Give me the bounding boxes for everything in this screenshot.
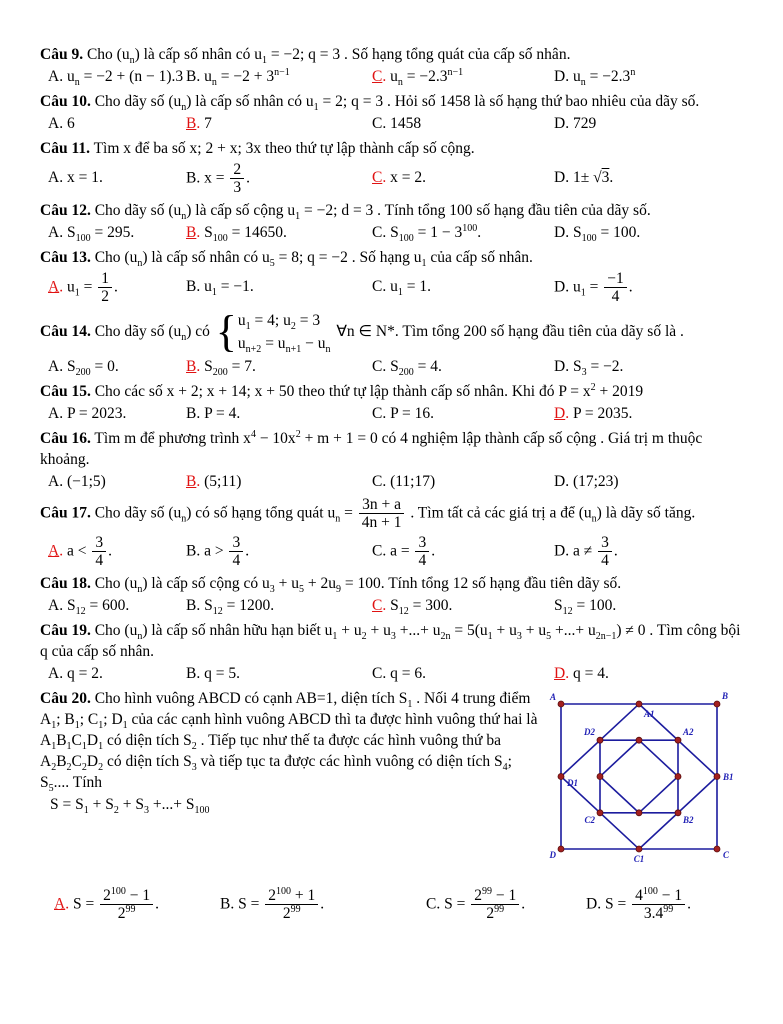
question-15-body: Câu 15. Cho các số x + 2; x + 14; x + 50 theo thứ tự lập thành cấp số nhân. Khi đó $P = x^2 + 2019$: [40, 381, 644, 401]
figure-point-M3: [636, 809, 642, 815]
option-letter: D.: [554, 358, 570, 376]
question-18-label: Câu 18.: [40, 574, 91, 592]
option-letter: B.: [186, 278, 201, 296]
option-letter: D.: [554, 223, 570, 241]
question-20-formula: $S = S_1 + S_2 + S_3$ +...+ $S_{100}$: [50, 796, 210, 817]
option-letter: C.: [372, 542, 387, 560]
option-19-A[interactable]: A. q = 2.: [48, 664, 103, 682]
figure-point-A2: [675, 737, 681, 743]
correct-answer-mark: B.: [186, 358, 201, 376]
option-letter: A.: [48, 115, 64, 133]
option-letter: B.: [186, 169, 201, 187]
option-15-C[interactable]: C. P = 16.: [372, 405, 435, 423]
option-9-C[interactable]: C. $u_n = -2.3^{n-1}$: [372, 66, 464, 89]
option-17-A[interactable]: A. a < $\frac{3}{4}$ .: [48, 533, 112, 570]
figure-label-D1: D1: [567, 777, 578, 788]
option-letter: B.: [186, 596, 201, 614]
option-letter: B.: [186, 542, 201, 560]
figure-label-D: D: [549, 849, 556, 860]
correct-answer-mark: B.: [186, 473, 201, 491]
figure-point-M1: [636, 737, 642, 743]
option-13-D[interactable]: D. $u_1$ = $\frac{-1}{4}$ .: [554, 269, 633, 306]
option-18-blank[interactable]: $S_{12} = 100$.: [554, 596, 617, 617]
question-12-label: Câu 12.: [40, 201, 91, 219]
question-20: [40, 688, 743, 923]
option-letter: D.: [554, 68, 570, 86]
option-18-B[interactable]: B. $S_{12} = 1200$.: [186, 596, 275, 617]
figure-point-A1: [636, 701, 642, 707]
correct-answer-mark: D.: [554, 664, 570, 682]
option-13-B[interactable]: B. $u_1 = -1$.: [186, 278, 254, 299]
correct-answer-mark: D.: [554, 405, 570, 423]
option-16-C[interactable]: C. (11;17): [372, 473, 436, 491]
option-18-A[interactable]: A. $S_{12} = 600$.: [48, 596, 130, 617]
option-letter: C.: [372, 223, 387, 241]
option-letter: B.: [220, 895, 235, 913]
question-9-options: [40, 67, 743, 88]
option-9-D[interactable]: D. $u_n = -2.3^n$: [554, 66, 636, 89]
option-14-A[interactable]: A. $S_{200} = 0$.: [48, 358, 119, 379]
figure-point-C2: [597, 809, 603, 815]
option-letter: A.: [48, 358, 64, 376]
question-12-options: [40, 223, 743, 244]
question-18-options: [40, 596, 743, 617]
figure-label-A2: A2: [683, 726, 694, 737]
figure-square-2: [561, 704, 717, 849]
question-10: [40, 91, 743, 135]
option-12-A[interactable]: A. $S_{100} = 295$.: [48, 223, 135, 244]
option-17-D[interactable]: D. a ≠ $\frac{3}{4}$ .: [554, 533, 618, 570]
question-11: [40, 138, 743, 197]
figure-point-C: [714, 846, 720, 852]
figure-label-D2: D2: [584, 726, 595, 737]
figure-point-A: [558, 701, 564, 707]
option-letter: C.: [372, 358, 387, 376]
question-20-label: Câu 20.: [40, 689, 91, 707]
correct-answer-mark: A.: [48, 542, 64, 560]
correct-answer-mark: C.: [372, 68, 387, 86]
question-16-options: [40, 472, 743, 493]
question-11-body: Câu 11. Tìm x để ba số x; 2 + x; 3x theo thứ tự lập thành cấp số cộng.: [40, 140, 475, 157]
option-letter: D.: [554, 542, 570, 560]
question-13: [40, 247, 743, 306]
option-letter: D.: [554, 278, 570, 296]
option-letter: D.: [586, 895, 602, 913]
option-letter: D.: [554, 473, 570, 491]
figure-point-M4: [597, 773, 603, 779]
question-17: [40, 496, 743, 569]
figure-point-B: [714, 701, 720, 707]
correct-answer-mark: C.: [372, 169, 387, 187]
option-19-D[interactable]: D. q = 4.: [554, 664, 609, 682]
question-15: [40, 381, 743, 425]
question-18-body: Câu 18. Cho $(u_n)$ là cấp số cộng có $u_3 + u_5 + 2u_9 = 100$. Tính tổng 12 số hạng đầu tiên dãy số.: [40, 574, 622, 595]
question-10-body: Câu 10. Cho dãy số $(u_n)$ là cấp số nhân có $u_1 = 2$; q = 3 . Hỏi số 1458 là số hạng thứ bao nhiêu của dãy số.: [40, 93, 700, 114]
figure-point-D1: [558, 773, 564, 779]
figure-svg: [547, 690, 743, 866]
figure-label-C2: C2: [584, 814, 595, 825]
question-20-options: [40, 873, 743, 923]
option-letter: C.: [372, 405, 387, 423]
question-19-body: Câu 19. Cho $(u_n)$ là cấp số nhân hữu hạn biết $u_1 + u_2 + u_3$ +...+ $u_{2n} = 5(u_1 + u_3 + u_5$ +...+ $u_{2n-1}) \ne 0$ . Tìm công bội q của cấp số nhân.: [40, 621, 741, 660]
question-14: [40, 309, 743, 378]
option-11-A[interactable]: A. x = 1.: [48, 169, 103, 187]
figure-label-B2: B2: [683, 814, 694, 825]
option-15-D[interactable]: D. P = 2035.: [554, 405, 633, 423]
question-12-body: Câu 12. Cho dãy số $(u_n)$ là cấp số cộng $u_1 = -2$; d = 3 . Tính tổng 100 số hạng đầu tiên của dãy số.: [40, 201, 651, 222]
option-letter: A.: [48, 405, 64, 423]
question-17-body: Câu 17. Cho dãy số $(u_n)$ có số hạng tổng quát $u_n$ = $\frac{3n + a}{4n + 1}$ . Tìm tất cả các giá trị a để $(u_n)$ là dãy số tăng.: [40, 496, 696, 532]
question-16-label: Câu 16.: [40, 430, 91, 448]
figure-label-B: B: [722, 690, 729, 701]
question-10-label: Câu 10.: [40, 93, 91, 110]
option-letter: C.: [372, 664, 387, 682]
option-14-B[interactable]: B. $S_{200} = 7$.: [186, 358, 256, 379]
option-18-C[interactable]: C. $S_{12} = 300$.: [372, 596, 453, 617]
option-12-B[interactable]: B. $S_{100} = 14650$.: [186, 223, 287, 244]
question-11-options: [40, 161, 743, 197]
option-13-C[interactable]: C. $u_1 = 1$.: [372, 278, 431, 299]
option-16-A[interactable]: A. (−1;5): [48, 473, 106, 491]
option-14-D[interactable]: D. $S_3 = -2$.: [554, 358, 624, 379]
option-letter: A.: [48, 169, 64, 187]
questions: [40, 44, 743, 922]
option-10-A[interactable]: A. 6: [48, 115, 75, 133]
option-9-A[interactable]: A. $u_n = -2 + (n - 1).3$: [48, 68, 184, 89]
figure-point-B2: [675, 809, 681, 815]
question-13-body: Câu 13. Cho $(u_n)$ là cấp số nhân có $u_5 = 8$; q = −2 . Số hạng $u_1$ của cấp số nhân.: [40, 248, 533, 269]
question-17-options: [40, 534, 743, 570]
option-letter: A.: [48, 68, 64, 86]
question-19-label: Câu 19.: [40, 621, 91, 639]
option-10-B[interactable]: B. 7: [186, 115, 212, 133]
question-14-label: Câu 14.: [40, 322, 91, 340]
question-15-label: Câu 15.: [40, 383, 91, 401]
option-15-B[interactable]: B. P = 4.: [186, 405, 241, 423]
question-9: [40, 44, 743, 88]
figure-point-D: [558, 846, 564, 852]
correct-answer-mark: A.: [54, 895, 70, 913]
option-12-D[interactable]: D. $S_{100} = 100$.: [554, 223, 641, 244]
question-14-body: Câu 14. Cho dãy số $(u_n)$ có { $u_1 = 4$; $u_2 = 3$ $u_{n+2} = u_{n+1} - u_n$ ∀n ∈ N*. Tìm tổng 200 số hạng đầu tiên của dãy số là .: [40, 307, 684, 357]
option-15-A[interactable]: A. P = 2023.: [48, 405, 127, 423]
option-20-A[interactable]: A. S = $\frac{2^{100} - 1}{2^{99}}$ .: [54, 885, 159, 922]
option-11-C[interactable]: C. x = 2.: [372, 169, 426, 187]
figure-point-C1: [636, 846, 642, 852]
option-10-D[interactable]: D. 729: [554, 115, 597, 133]
question-12: [40, 200, 743, 244]
option-letter: C.: [372, 473, 387, 491]
option-letter: D.: [554, 115, 570, 133]
question-18: [40, 573, 743, 617]
option-letter: C.: [426, 895, 441, 913]
question-20-body: Câu 20. Cho hình vuông ABCD có cạnh AB=1, diện tích $S_1$ . Nối 4 trung điểm $A_1$; $B_1$; $C_1$; $D_1$ của các cạnh hình vuông ABCD thì ta được hình vuông thứ hai là $A_1B_1C_1D_1$ có diện tích $S_2$ . Tiếp tục như thế ta được các hình vuông thứ ba $A_2B_2C_2D_2$ có diện tích $S_3$ và tiếp tục ta được các hình vuông có diện tích $S_4$; $S_5$.... Tính: [40, 689, 538, 795]
option-19-C[interactable]: C. q = 6.: [372, 664, 426, 682]
question-13-label: Câu 13.: [40, 248, 91, 266]
correct-answer-mark: C.: [372, 596, 387, 614]
correct-answer-mark: B.: [186, 223, 201, 241]
question-16-body: Câu 16. Tìm m để phương trình $x^4 - 10x^2 + m + 1 = 0$ có 4 nghiệm lập thành cấp số cộng . Giá trị m thuộc khoảng.: [40, 428, 703, 469]
option-letter: C.: [372, 115, 387, 133]
figure-label-A: A: [549, 691, 556, 702]
figure-point-M2: [675, 773, 681, 779]
option-letter: B.: [186, 664, 201, 682]
figure-square-1: [561, 704, 717, 849]
figure-square-4: [600, 740, 678, 813]
option-9-B[interactable]: B. $u_n = -2 + 3^{n-1}$: [186, 66, 290, 89]
option-17-C[interactable]: C. a = $\frac{3}{4}$ .: [372, 533, 436, 570]
figure-label-C1: C1: [633, 853, 645, 864]
question-9-body: Câu 9. Cho $(u_n)$ là cấp số nhân có $u_1 = -2$; q = 3 . Số hạng tổng quát của cấp số nhân.: [40, 46, 571, 67]
correct-answer-mark: B.: [186, 115, 201, 133]
nested-squares-figure: [547, 690, 743, 871]
option-letter: A.: [48, 473, 64, 491]
figure-label-B1: B1: [723, 771, 734, 782]
option-14-C[interactable]: C. $S_{200} = 4$.: [372, 358, 442, 379]
question-19-options: [40, 664, 743, 685]
question-19: [40, 620, 743, 685]
option-12-C[interactable]: C. $S_{100} = 1 - 3^{100}$.: [372, 222, 482, 244]
option-11-B[interactable]: B. x = $\frac{2}{3}$ .: [186, 161, 250, 197]
option-letter: A.: [48, 596, 64, 614]
option-letter: C.: [372, 278, 387, 296]
question-17-label: Câu 17.: [40, 504, 91, 522]
option-11-D[interactable]: D. 1± √3.: [554, 169, 614, 187]
figure-square-3: [600, 740, 678, 813]
question-9-label: Câu 9.: [40, 46, 84, 63]
option-20-B[interactable]: B. S = $\frac{2^{100} + 1}{2^{99}}$ .: [220, 885, 325, 922]
question-11-label: Câu 11.: [40, 140, 90, 157]
correct-answer-mark: A.: [48, 278, 64, 296]
option-letter: D.: [554, 169, 570, 187]
figure-label-A1: A1: [644, 708, 655, 719]
option-17-B[interactable]: B. a > $\frac{3}{4}$ .: [186, 533, 250, 570]
option-letter: A.: [48, 223, 64, 241]
option-letter: A.: [48, 664, 64, 682]
option-letter: B.: [186, 68, 201, 86]
figure-label-C: C: [723, 849, 730, 860]
option-13-A[interactable]: A. $u_1$ = $\frac{1}{2}$ .: [48, 269, 118, 306]
option-20-D[interactable]: D. S = $\frac{4^{100} - 1}{3.4^{99}}$ .: [586, 885, 691, 922]
option-19-B[interactable]: B. q = 5.: [186, 664, 240, 682]
option-20-C[interactable]: C. S = $\frac{2^{99} - 1}{2^{99}}$ .: [426, 885, 526, 922]
question-13-options: [40, 270, 743, 306]
figure-point-D2: [597, 737, 603, 743]
option-16-B[interactable]: B. (5;11): [186, 473, 242, 491]
question-10-options: [40, 114, 743, 135]
option-letter: B.: [186, 405, 201, 423]
figure-point-B1: [714, 773, 720, 779]
question-16: [40, 428, 743, 493]
option-10-C[interactable]: C. 1458: [372, 115, 422, 133]
question-15-options: [40, 404, 743, 425]
question-14-options: [40, 357, 743, 378]
option-16-D[interactable]: D. (17;23): [554, 473, 619, 491]
